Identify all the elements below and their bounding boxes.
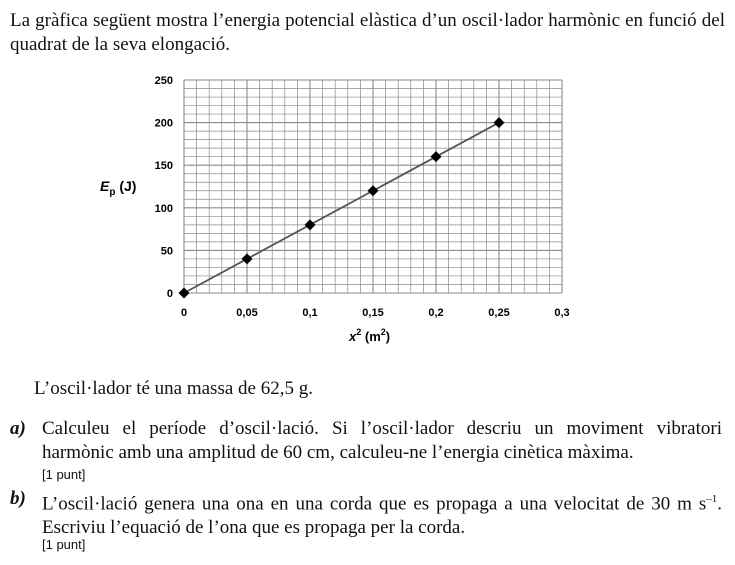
data-point-marker bbox=[494, 117, 505, 128]
x-tick-label: 0,1 bbox=[302, 307, 318, 319]
x-tick-label: 0,15 bbox=[362, 307, 384, 319]
y-tick-label: 50 bbox=[160, 245, 173, 258]
mass-statement: L’oscil·lador té una massa de 62,5 g. bbox=[34, 378, 313, 399]
x-tick-label: 0,3 bbox=[554, 307, 570, 319]
y-tick-label: 100 bbox=[154, 202, 173, 215]
y-axis-label: $E_p$ (J) bbox=[100, 178, 137, 198]
data-point-marker bbox=[305, 219, 316, 230]
question-b-points: [1 punt] bbox=[42, 537, 86, 552]
question-a-text: Calculeu el període d’oscil·lació. Si l’oscil·lador descriu un moviment vibratori harmònic amb una amplitud de 60 cm, calculeu-ne l’energia cinètica màxima. bbox=[42, 418, 722, 463]
x-tick-label: 0 bbox=[180, 307, 188, 319]
x-axis-label: $x^2$ $(m^2)$ bbox=[349, 327, 391, 344]
data-point-marker bbox=[242, 253, 253, 264]
x-tick-label: 0,05 bbox=[236, 307, 258, 319]
y-tick-label: 200 bbox=[154, 117, 173, 130]
y-tick-label: 150 bbox=[154, 160, 173, 173]
question-b-text-rest: . Escriviu l’equació de l’ona que es propaga per la corda. bbox=[42, 493, 722, 539]
question-a-letter: a) bbox=[10, 418, 26, 439]
y-tick-label: 250 bbox=[154, 75, 173, 87]
data-point-marker bbox=[431, 151, 442, 162]
x-tick-label: 0,25 bbox=[488, 307, 510, 319]
question-b-letter: b) bbox=[10, 488, 26, 509]
y-tick-label: 0 bbox=[166, 288, 173, 300]
question-b-exponent: –1 bbox=[706, 493, 718, 505]
question-b-text-main: L’oscil·lació genera una ona en una corda que es propaga a una velocitat de 30 m s bbox=[42, 493, 707, 515]
x-tick-label: 0,2 bbox=[428, 307, 444, 319]
question-b-text bbox=[42, 487, 722, 540]
data-point-marker bbox=[368, 185, 379, 196]
intro-text: La gràfica següent mostra l’energia potencial elàstica d’un oscil·lador harmònic en funció del quadrat de la seva elongació. bbox=[10, 10, 725, 55]
question-a-points: [1 punt] bbox=[42, 467, 86, 482]
data-point-marker bbox=[179, 288, 190, 299]
